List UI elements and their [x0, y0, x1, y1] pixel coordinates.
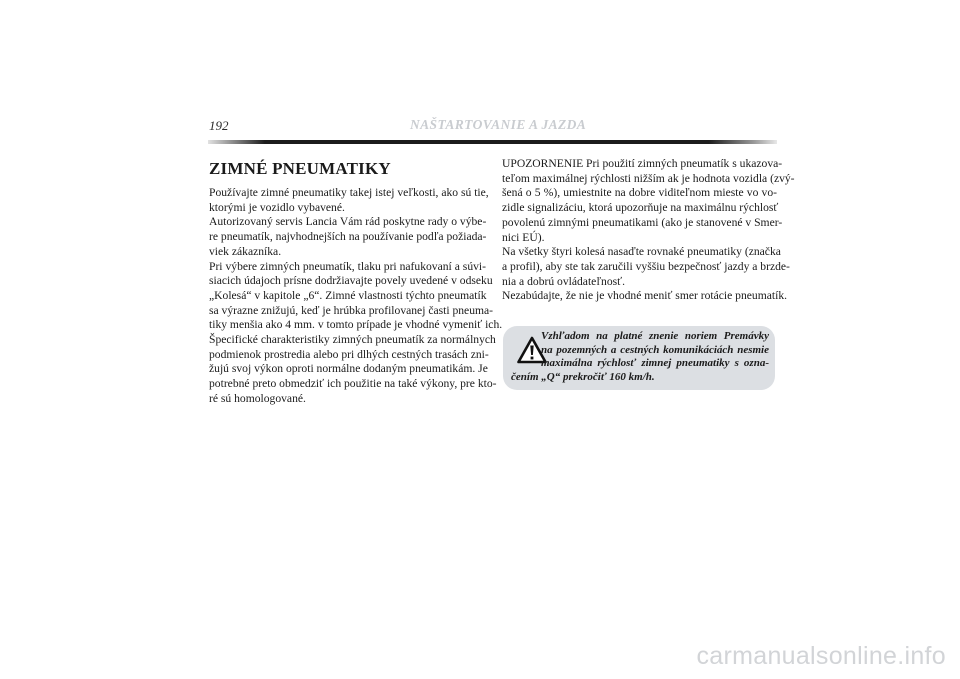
warning-line: maximálna rýchlosť zimnej pneumatiky s ozna-: [541, 357, 769, 370]
text-line: Nezabúdajte, že nie je vhodné meniť smer rotácie pneumatík.: [502, 289, 788, 303]
text-line: sa výrazne znižujú, keď je hrúbka profilovanej časti pneuma-: [209, 303, 494, 317]
warning-box: [503, 326, 775, 390]
text-line: podmienok prostredia alebo pri dlhých cestných trasách zni-: [209, 347, 489, 361]
text-line: nici EÚ).: [502, 230, 545, 244]
text-line: a profil), aby ste tak zaručili vyššiu bezpečnosť jazdy a brzde-: [502, 259, 790, 273]
text-line: tiky menšia ako 4 mm. v tomto prípade je vhodné vymeniť ich.: [209, 318, 503, 332]
page-number: 192: [209, 118, 229, 133]
text-line: šená o 5 %), umiestnite na dobre viditeľnom mieste vo vo-: [502, 186, 777, 200]
warning-line: na pozemných a cestných komunikáciách nesmie: [541, 343, 769, 356]
warning-text: [511, 330, 769, 384]
text-line: nia a dobrú ovládateľnosť.: [502, 274, 625, 288]
text-line: siacich údajoch prísne dodržiavajte povely uvedené v odseku: [209, 274, 493, 288]
section-title: ZIMNÉ PNEUMATIKY: [209, 159, 391, 178]
text-line: Používajte zimné pneumatiky takej istej veľkosti, ako sú tie,: [209, 186, 489, 199]
text-line: Autorizovaný servis Lancia Vám rád poskytne rady o výbe-: [209, 215, 487, 229]
text-line: re pneumatík, najvhodnejších na používanie podľa požiada-: [209, 230, 487, 244]
left-column-text: [209, 186, 503, 407]
text-line: Špecifické charakteristiky zimných pneumatík za normálnych: [209, 333, 496, 347]
header-rule: [208, 140, 777, 144]
text-line: žujú svoj výkon oproti normálne dodaným pneumatikám. Je: [209, 362, 488, 376]
text-line: „Kolesá“ v kapitole „6“. Zimné vlastnosti týchto pneumatík: [209, 288, 487, 302]
text-line: teľom maximálnej rýchlosti nižším ak je hodnota vozidla (zvý-: [502, 171, 795, 185]
text-line: ré sú homologované.: [209, 391, 306, 405]
text-line: ktorými je vozidlo vybavené.: [209, 200, 345, 214]
text-line: povolenú zimnými pneumatikami (ako je stanovené v Smer-: [502, 215, 783, 229]
text-line: zidle signalizáciu, ktorá upozorňuje na maximálnu rýchlosť: [502, 201, 779, 215]
right-column-text: [502, 157, 795, 304]
warning-line: Vzhľadom na platné znenie noriem Premávky: [541, 330, 769, 342]
running-title: NAŠTARTOVANIE A JAZDA: [410, 117, 587, 132]
warning-line: čením „Q“ prekročiť 160 km/h.: [511, 370, 655, 383]
text-line: UPOZORNENIE Pri použití zimných pneumatík s ukazova-: [502, 157, 783, 170]
watermark: carmanualsonline.info: [696, 642, 946, 670]
text-line: viek zákazníka.: [209, 244, 282, 258]
text-line: potrebné preto obmedziť ich použitie na také výkony, pre kto-: [209, 377, 497, 391]
text-line: Na všetky štyri kolesá nasaďte rovnaké pneumatiky (značka: [502, 245, 781, 259]
text-line: Pri výbere zimných pneumatík, tlaku pri nafukovaní a súvi-: [209, 259, 486, 273]
